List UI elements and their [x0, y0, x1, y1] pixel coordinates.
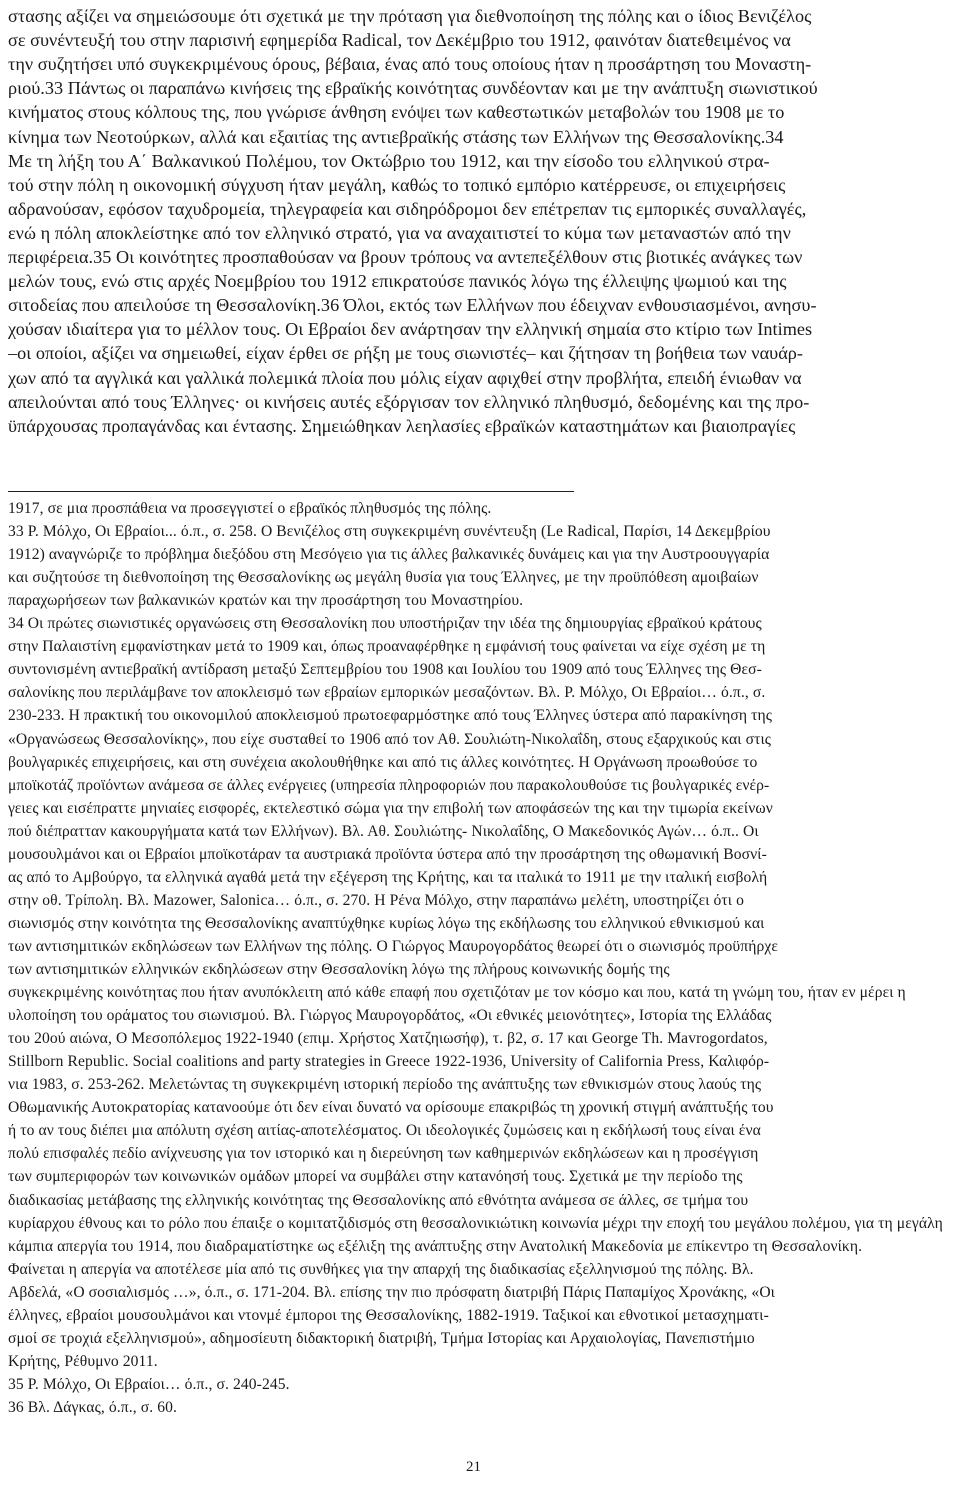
footnote-line: 230-233. Η πρακτική του οικονομιλού αποκλεισμού πρωτοεφαρμόστηκε από τους Έλληνες ύστερα από παρακίνηση της — [8, 707, 773, 725]
footnote-line: του 20ού αιώνα, Ο Μεσοπόλεμος 1922-1940 (επιμ. Χρήστος Χατζηιωσήφ), τ. β2, σ. 17 και George Th. Mavrogordatos, — [8, 1030, 768, 1048]
body-line: κινήματος στους κόλπους της, που γνώρισε άνθηση ενόψει των καθεστωτικών μεταβολών του 1908 με το — [8, 102, 785, 123]
body-line: τού στην πόλη η οικονομική σύγχυση ήταν μεγάλη, καθώς το τοπικό εμπόριο κατέρρευσε, οι επιχειρήσεις — [8, 174, 786, 195]
footnote-line: των συμπεριφορών των κοινωνικών ομάδων μπορεί να συμβάλει στην κατανόησή τους. Σχετικά με την περίοδο της — [8, 1168, 743, 1186]
footnote-line: «Οργανώσεως Θεσσαλονίκης», που είχε συσταθεί το 1906 από τον Αθ. Σουλιώτη-Νικολαΐδη, στους εξαρχικούς και στις — [8, 730, 772, 748]
body-line: ϋπάρχουσας προπαγάνδας και έντασης. Σημειώθηκαν λεηλασίες εβραϊκών καταστημάτων και βιαιοπραγίες — [8, 415, 796, 436]
body-line: την συζητήσει υπό συγκεκριμένους όρους, βέβαια, ένας από τους οποίους ήταν η προσάρτηση του Μοναστη- — [8, 54, 812, 75]
footnote-line: 34 Οι πρώτες σιωνιστικές οργανώσεις στη Θεσσαλονίκη που υποστήριζαν την ιδέα της δημιουργίας εβραϊκού κράτους — [8, 615, 762, 633]
footnote-line: παραχωρήσεων των βαλκανικών κρατών και την προσάρτηση του Μοναστηρίου. — [8, 592, 524, 610]
footnote-line: κάμπια απεργία του 1914, που διαδραματίστηκε ως εξέλιξη της ανάπτυξης στην Ανατολική Μακεδονία με επίκεντρο τη Θεσσαλονίκη. — [8, 1237, 863, 1255]
footnote-line: Φαίνεται η απεργία να αποτέλεσε μία από τις συνθήκες για την απαρχή της διαδικασίας εξελληνισμού της πόλης. Βλ. — [8, 1260, 754, 1278]
footnote-line: 1912) αναγνώριζε το πρόβλημα διεξόδου στη Μεσόγειο για τις άλλες βαλκανικές δυνάμεις και για την Αυστροουγγαρία — [8, 546, 770, 564]
body-line: μελών τους, ενώ στις αρχές Νοεμβρίου του 1912 επικρατούσε πανικός λόγω της έλλειψης ψωμιού και της — [8, 271, 787, 292]
footnote-line: ας από το Αμβούργο, τα ελληνικά αγαθά μετά την εξέγερση της Κρήτης, και τα ιταλικά το 1911 με την ιταλική εισβολή — [8, 868, 768, 886]
footnote-line: 36 Βλ. Δάγκας, ό.π., σ. 60. — [8, 1398, 177, 1416]
footnote-line: σιωνισμός στην κοινότητα της Θεσσαλονίκης αναπτύχθηκε κυρίως λόγω της εκδήλωσης του ελληνικού εθνικισμού και — [8, 914, 765, 932]
page-number: 21 — [466, 1459, 481, 1475]
footnote-line: 33 Ρ. Μόλχο, Οι Εβραίοι... ό.π., σ. 258. Ο Βενιζέλος στη συγκεκριμένη συνέντευξη (Le Radical, Παρίσι, 14 Δεκεμβρίου — [8, 523, 771, 541]
footnote-line: μποϊκοτάζ προϊόντων ανάμεσα σε άλλες ενέργειες (υπηρεσία πληροφοριών που παρακολουθούσε τις βουλγαρικές ενέρ- — [8, 776, 770, 794]
footnote-line: Stillborn Republic. Social coalitions and party strategies in Greece 1922-1936, University of California Press, Καλιφόρ- — [8, 1053, 770, 1071]
footnote-line: σαλονίκης που περιλάμβανε τον αποκλεισμό των εβραίων εμπορικών μεσαζόντων. Βλ. Ρ. Μόλχο, Οι Εβραίοι… ό.π., σ. — [8, 684, 766, 702]
footnote-line: συντονισμένη αντιεβραϊκή αντίδραση μεταξύ Σεπτεμβρίου του 1908 και Ιουλίου του 1909 από τους Έλληνες της Θεσ- — [8, 661, 762, 679]
footnote-line: γειες και εισέπραττε μηνιαίες εισφορές, εκτελεστικό σώμα για την επιβολή των αποφάσεών της και την τιμωρία εκείνων — [8, 799, 773, 817]
body-line: ριού.33 Πάντως οι παραπάνω κινήσεις της εβραϊκής κοινότητας συνδέονταν και με την ανάπτυξη σιωνιστικού — [8, 78, 818, 99]
footnote-line: Αβδελά, «Ο σοσιαλισμός …», ό.π., σ. 171-204. Βλ. επίσης την πιο πρόσφατη διατριβή Πάρις Παπαμίχος Χρονάκης, «Οι — [8, 1283, 775, 1301]
footnote-line: στην οθ. Τρίπολη. Βλ. Mazower, Salonica… ό.π., σ. 270. Η Ρένα Μόλχο, στην παραπάνω μελέτη, υποστηρίζει ότι ο — [8, 891, 744, 909]
body-line: χων από τα αγγλικά και γαλλικά πολεμικά πλοία που μόλις είχαν αφιχθεί στην προβλήτα, επειδή ένιωθαν να — [8, 367, 802, 388]
footnote-line: στην Παλαιστίνη εμφανίστηκαν μετά το 1909 και, όπως προαναφέρθηκε η εμφάνισή τους φαίνεται να είχε σχέση με τη — [8, 638, 766, 656]
footnote-separator — [8, 491, 574, 492]
body-line: χούσαν ιδιαίτερα για το μέλλον τους. Οι Εβραίοι δεν ανάρτησαν την ελληνική σημαία στο κτίριο των Intimes — [8, 319, 813, 340]
footnote-line: σμοί σε τροχιά εξελληνισμού», αδημοσίευτη διδακτορική διατριβή, Τμήμα Ιστορίας και Αρχαιολογίας, Πανεπιστήμιο — [8, 1329, 755, 1347]
body-line: σιτοδείας που απειλούσε τη Θεσσαλονίκη.36 Όλοι, εκτός των Ελλήνων που έδειχναν ενθουσιασμένοι, ανησυ- — [8, 295, 817, 316]
body-line: περιφέρεια.35 Οι κοινότητες προσπαθούσαν να βρουν τρόπους να αντεπεξέλθουν στις βιοτικές ανάγκες των — [8, 247, 803, 267]
footnote-line: μουσουλμάνοι και οι Εβραίοι μποϊκοτάραν τα αυστριακά προϊόντα ύστερα από την προσάρτηση της οθωμανική Βοσνί- — [8, 845, 767, 863]
body-line: απειλούνται από τους Έλληνες· οι κινήσεις αυτές εξόργισαν τον ελληνικό πληθυσμό, δεδομένης και της προ- — [8, 391, 810, 412]
footnote-line: 35 Ρ. Μόλχο, Οι Εβραίοι… ό.π., σ. 240-245. — [8, 1375, 290, 1393]
footnote-line: πολύ επισφαλές πεδίο ανίχνευσης για τον ιστορικό και η διερεύνηση των καθημερινών εκδηλώσεων και η προσέγγιση — [8, 1145, 759, 1163]
body-line: ενώ η πόλη αποκλείστηκε από τον ελληνικό στρατό, για να αναχαιτιστεί το κύμα των μεταναστών από την — [8, 222, 791, 243]
footnote-line: υλοποίηση του οράματος του σιωνισμού. Βλ. Γιώργος Μαυρογορδάτος, «Οι εθνικές μειονότητες», Ιστορία της Ελλάδας — [8, 1007, 772, 1025]
footnote-line: βουλγαρικές επιχειρήσεις, και στη συνέχεια ακολουθήθηκε και από τις άλλες κοινότητες. Η Οργάνωση προωθούσε το — [8, 753, 758, 771]
footnote-line: των αντισημιτικών εκδηλώσεων των Ελλήνων της πόλης. Ο Γιώργος Μαυρογορδάτος θεωρεί ότι ο σιωνισμός προϋπήρχε — [8, 937, 778, 955]
footnote-line: Οθωμανικής Αυτοκρατορίας κατανοούμε ότι δεν είναι δυνατό να ορίσουμε επακριβώς τη χρονική στιγμή ανάπτυξής του — [8, 1099, 774, 1117]
footnote-line: 1917, σε μια προσπάθεια να προσεγγιστεί ο εβραϊκός πληθυσμός της πόλης. — [8, 500, 492, 517]
footnote-line: νια 1983, σ. 253-262. Μελετώντας τη συγκεκριμένη ιστορική περίοδο της ανάπτυξης των εθνικισμών στους λαούς της — [8, 1076, 762, 1094]
body-line: στασης αξίζει να σημειώσουμε ότι σχετικά με την πρόταση για διεθνοποίηση της πόλης και ο ίδιος Βενιζέλος — [8, 6, 812, 26]
footnote-line: έλληνες, εβραίοι μουσουλμάνοι και ντονμέ έμποροι της Θεσσαλονίκης, 1882-1919. Ταξικοί και εθνοτικοί μετασχηματι- — [8, 1306, 769, 1324]
body-line: σε συνέντευξή του στην παρισινή εφημερίδα Radical, τον Δεκέμβριο του 1912, φαινόταν διατεθειμένος να — [8, 30, 791, 51]
footnote-line: και συζητούσε τη διεθνοποίηση της Θεσσαλονίκης ως μεγάλη θυσία για τους Έλληνες, με την προϋπόθεση αμοιβαίων — [8, 569, 759, 587]
body-line: Με τη λήξη του Α΄ Βαλκανικού Πολέμου, τον Οκτώβριο του 1912, και την είσοδο του ελληνικού στρα- — [8, 150, 770, 171]
footnote-line: συγκεκριμένης κοινότητας που ήταν ανυπόκλειτη από κάθε επαφή που σχετιζόταν με τον κόσμο και που, κατά τη γνώμη του, ήταν εν μέρει η — [8, 984, 906, 1002]
footnote-line: των αντισημιτικών ελληνικών εκδηλώσεων στην Θεσσαλονίκη λόγω της πλήρους κοινωνικής δομής της — [8, 961, 670, 978]
body-line: –οι οποίοι, αξίζει να σημειωθεί, είχαν έρθει σε ρήξη με τους σιωνιστές– και ζήτησαν τη βοήθεια των ναυάρ- — [8, 343, 804, 364]
footnote-line: διαδικασίας μετάβασης της ελληνικής κοινότητας της Θεσσαλονίκης από εθνότητα ανάμεσα σε άλλες, σε τμήμα του — [8, 1191, 749, 1209]
footnote-line: ή το αν τους διέπει μια απόλυτη σχέση αιτίας-αποτελέσματος. Οι ιδεολογικές ζυμώσεις και η εκδήλωσή τους είναι ένα — [8, 1122, 761, 1140]
footnote-line: κυρίαρχου έθνους και το ρόλο που έπαιξε ο κομιτατζιδισμός στη θεσσαλονικιώτικη κοινωνία μέχρι την εποχή του μεγάλου πολέμου, για τη μεγάλη — [8, 1214, 943, 1232]
body-line: αδρανούσαν, εφόσον ταχυδρομεία, τηλεγραφεία και σιδηρόδρομοι δεν επέτρεπαν τις εμπορικές συναλλαγές, — [8, 198, 807, 219]
footnote-line: Κρήτης, Ρέθυμνο 2011. — [8, 1352, 158, 1370]
body-line: κίνημα των Νεοτούρκων, αλλά και εξαιτίας της αντιεβραϊκής στάσης των Ελλήνων της Θεσσαλονίκης.34 — [8, 126, 784, 147]
footnote-line: πού διέπρατταν κακουργήματα κατά των Ελλήνων). Βλ. Αθ. Σουλιώτης- Νικολαΐδης, Ο Μακεδονικός Αγών… ό.π.. Οι — [8, 822, 759, 840]
